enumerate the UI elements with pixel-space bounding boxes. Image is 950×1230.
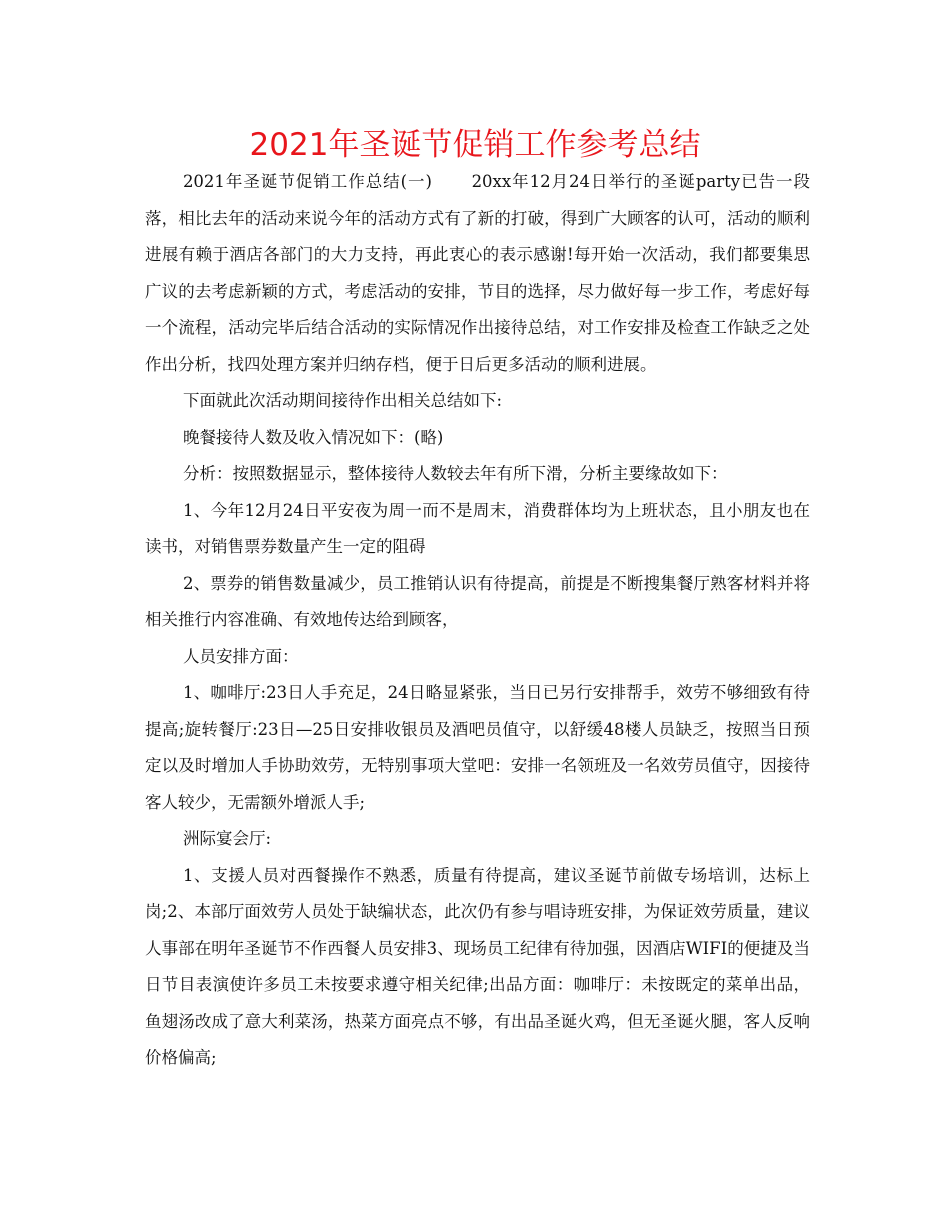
- document-body: [145, 164, 810, 1077]
- paragraph: 1、今年12月24日平安夜为周一而不是周末，消费群体均为上班状态，且小朋友也在读书，对销售票券数量产生一定的阻碍: [145, 500, 810, 556]
- intro-heading: 2021年圣诞节促销工作总结(一): [182, 172, 432, 191]
- document-title: 2021年圣诞节促销工作参考总结: [249, 127, 701, 163]
- paragraph: 洲际宴会厅:: [182, 829, 271, 848]
- paragraph-intro: [145, 164, 810, 383]
- paragraph-text: 20xx年12月24日举行的圣诞party已告一段落，相比去年的活动来说今年的活动方式有了新的打破，得到广大顾客的认可，活动的顺利进展有赖于酒店各部门的大力支持，再此衷心的表示感谢!每开始一次活动，我们都要集思广议的去考虑新颖的方式，考虑活动的安排，节目的选择，尽力做好每一步工作，考虑好每一个流程，活动完毕后结合活动的实际情况作出接待总结，对工作安排及检查工作缺乏之处作出分析，找四处理方案并归纳存档，便于日后更多活动的顺利进展。: [145, 172, 810, 374]
- paragraph: 1、支援人员对西餐操作不熟悉，质量有待提高，建议圣诞节前做专场培训，达标上岗;2、本部厅面效劳人员处于缺编状态，此次仍有参与唱诗班安排，为保证效劳质量，建议人事部在明年圣诞节不作西餐人员安排3、现场员工纪律有待加强，因酒店WIFI的便捷及当日节目表演使许多员工未按要求遵守相关纪律;出品方面：咖啡厅：未按既定的菜单出品，鱼翅汤改成了意大利菜汤，热菜方面亮点不够，有出品圣诞火鸡，但无圣诞火腿，客人反响价格偏高;: [145, 865, 810, 1067]
- paragraph: 1、咖啡厅:23日人手充足，24日略显紧张，当日已另行安排帮手，效劳不够细致有待提高;旋转餐厅:23日—25日安排收银员及酒吧员值守，以舒缓48楼人员缺乏，按照当日预定以及时增加人手协助效劳，无特别事项大堂吧：安排一名领班及一名效劳员值守，因接待客人较少，无需额外增派人手;: [145, 683, 810, 812]
- paragraph: 晚餐接待人数及收入情况如下：(略): [182, 427, 444, 447]
- paragraph: 人员安排方面：: [182, 646, 299, 666]
- paragraph: 2、票券的销售数量减少，员工推销认识有待提高，前提是不断搜集餐厅熟客材料并将相关推行内容准确、有效地传达给到顾客，: [145, 573, 810, 629]
- paragraph: 下面就此次活动期间接待作出相关总结如下:: [182, 391, 502, 410]
- paragraph: 分析：按照数据显示，整体接待人数较去年有所下滑，分析主要缘故如下：: [182, 464, 728, 483]
